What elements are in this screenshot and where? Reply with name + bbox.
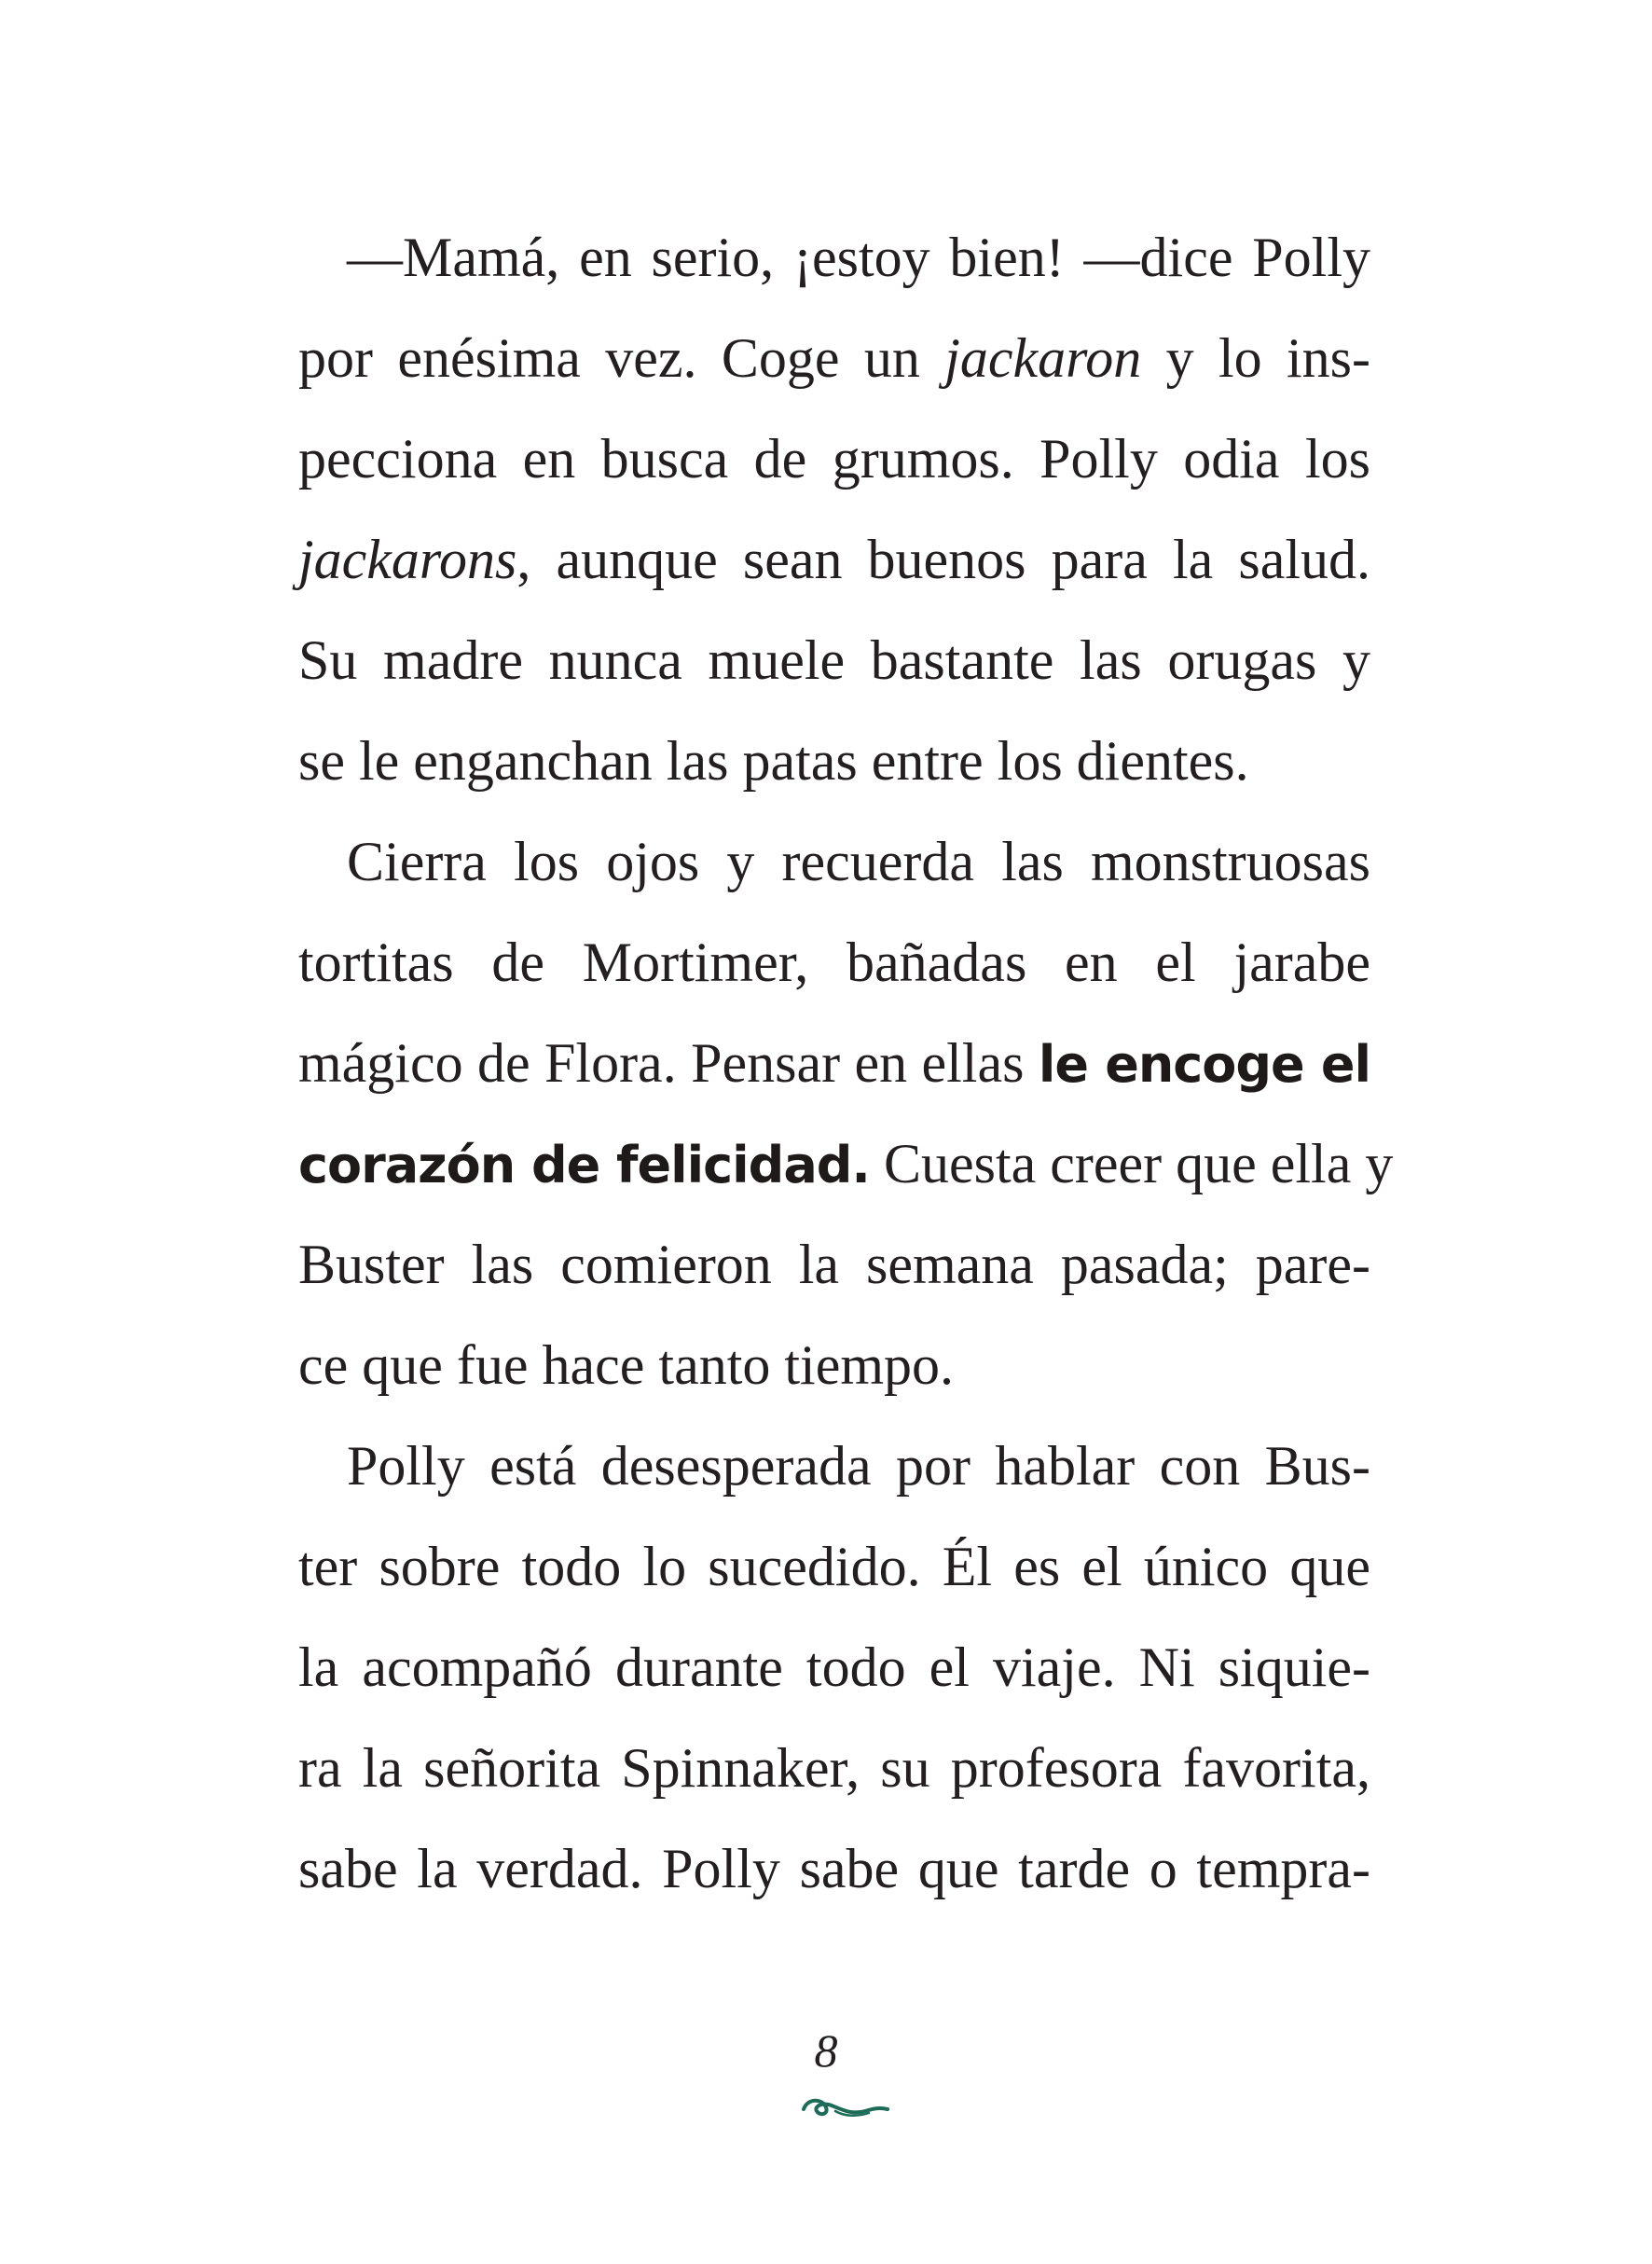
text-segment: Su madre nunca muele bastante las orugas y — [298, 629, 1370, 691]
paragraph — [298, 1415, 1370, 1919]
handwritten-emphasis: le encoge el — [1038, 1035, 1370, 1094]
text-line — [298, 207, 1370, 308]
text-segment: , aunque sean buenos para la salud. — [516, 529, 1370, 590]
page-number: 8 — [814, 2024, 838, 2077]
paragraph — [298, 811, 1394, 1415]
text-line — [298, 1818, 1370, 1919]
text-line — [298, 308, 1370, 408]
text-segment: sabe la verdad. Polly sabe que tarde o tempra- — [298, 1838, 1370, 1899]
text-line — [298, 1013, 1370, 1113]
text-line — [298, 912, 1370, 1013]
text-line — [298, 1516, 1370, 1617]
text-segment: —Mamá, en serio, ¡estoy bien! —dice Polly — [347, 227, 1370, 288]
swash-ornament-icon — [798, 2089, 891, 2126]
text-segment: pecciona en busca de grumos. Polly odia los — [298, 428, 1370, 490]
handwritten-emphasis: corazón de felicidad. — [298, 1136, 870, 1194]
text-line — [298, 610, 1370, 711]
text-line — [298, 1617, 1370, 1718]
text-segment: por enésima vez. Coge un — [298, 327, 945, 389]
text-segment: ter sobre todo lo sucedido. Él es el único que — [298, 1536, 1370, 1597]
text-line — [298, 811, 1370, 912]
text-segment: ce que fue hace tanto tiempo. — [298, 1334, 955, 1396]
italic-word: jackaron — [944, 327, 1142, 389]
text-segment: ra la señorita Spinnaker, su profesora favorita, — [298, 1737, 1370, 1799]
text-line — [298, 1315, 1370, 1415]
text-segment: Polly está desesperada por hablar con Bus- — [347, 1435, 1370, 1497]
body-text — [298, 207, 1394, 1919]
text-line — [298, 1214, 1370, 1315]
text-line — [298, 1718, 1370, 1818]
text-segment: Cuesta creer que ella y — [869, 1133, 1394, 1194]
text-segment: mágico de Flora. Pensar en ellas — [298, 1032, 1039, 1094]
text-line — [298, 1113, 1394, 1214]
text-line — [298, 509, 1370, 610]
text-segment: Cierra los ojos y recuerda las monstruosas — [347, 831, 1370, 892]
text-segment: se le enganchan las patas entre los dientes. — [298, 730, 1249, 792]
text-line — [298, 1415, 1370, 1516]
paragraph — [298, 207, 1370, 811]
italic-word: jackarons — [298, 529, 517, 590]
text-segment: la acompañó durante todo el viaje. Ni siquie- — [298, 1636, 1370, 1698]
text-line — [298, 408, 1370, 509]
text-segment: Buster las comieron la semana pasada; pare- — [298, 1234, 1370, 1295]
text-segment: y lo ins- — [1141, 327, 1370, 389]
text-segment: tortitas de Mortimer, bañadas en el jarabe — [298, 932, 1370, 993]
text-line — [298, 711, 1370, 811]
